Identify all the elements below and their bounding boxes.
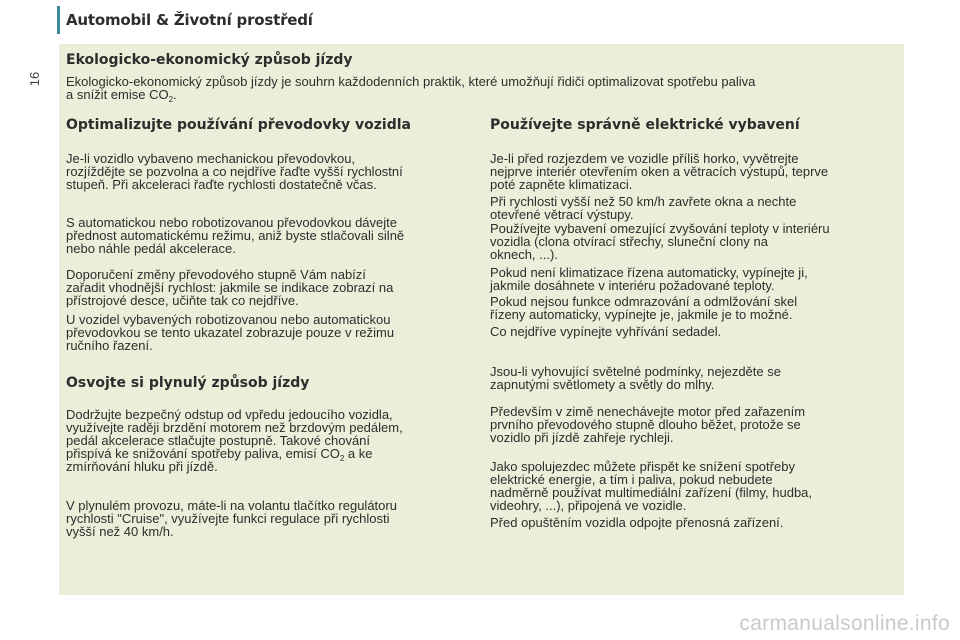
paragraph: Co nejdříve vypínejte vyhřívání sedadel. (490, 324, 722, 339)
intro-line2-end: . (173, 87, 177, 102)
gearbox-paragraph-3 (66, 268, 471, 307)
smooth-p1-subscript: 2 (339, 454, 345, 463)
paragraph: Je-li vozidlo vybaveno mechanickou převodovkou, rozjíždějte se pozvolna a co nejdříve řaďte vyšší rychlostní stupeň. Při akceleraci řaďte rychlosti dostatečně včas. (66, 151, 403, 192)
smooth-paragraph-1 (66, 408, 471, 473)
paragraph: Je-li před rozjezdem ve vozidle příliš horko, vyvětrejte nejprve interiér otevřením oken a větracích výstupů, teprve poté zapněte klimatizaci. (490, 151, 829, 192)
intro-subscript: 2 (168, 95, 174, 104)
gearbox-paragraph-4 (66, 313, 471, 352)
gearbox-paragraph-1 (66, 152, 471, 191)
section-title-gearbox: Optimalizujte používání převodovky vozidla (66, 117, 411, 133)
electrical-paragraph-7 (490, 365, 900, 391)
smooth-p1-end: a ke zmírňování hluku při jízdě. (66, 446, 373, 474)
paragraph: Před opuštěním vozidla odpojte přenosná zařízení. (490, 515, 784, 530)
paragraph: Jsou-li vyhovující světelné podmínky, nejezděte se zapnutými světlomety a světly do mlhy. (490, 364, 781, 392)
electrical-paragraph-1 (490, 152, 900, 191)
intro-line2: a snížit emise CO (66, 87, 169, 102)
paragraph: V plynulém provozu, máte-li na volantu tlačítko regulátoru rychlosti "Cruise", využívejte funkci regulace při rychlosti vyšší než 40 km/h. (66, 498, 397, 539)
electrical-paragraph-9 (490, 460, 900, 512)
section-title-smooth-driving: Osvojte si plynulý způsob jízdy (66, 375, 310, 391)
section-title-electrical: Používejte správně elektrické vybavení (490, 117, 800, 133)
intro-text (66, 74, 891, 104)
paragraph: Pokud nejsou funkce odmrazování a odmlžování skel řízeny automaticky, vypínejte je, jakmile je to možné. (490, 294, 798, 322)
paragraph: Při rychlosti vyšší než 50 km/h zavřete okna a nechte otevřené větrací výstupy. (490, 194, 797, 222)
content-panel (59, 44, 904, 595)
watermark-text: carmanualsonline.info (739, 612, 950, 635)
electrical-paragraph-2 (490, 195, 900, 221)
electrical-paragraph-10 (490, 516, 900, 529)
main-title: Ekologicko-ekonomický způsob jízdy (66, 52, 353, 68)
paragraph: Především v zimě nenechávejte motor před zařazením prvního převodového stupně dlouho běžet, protože se vozidlo při jízdě zahřeje rychleji. (490, 404, 806, 445)
page-number: 16 (27, 71, 42, 87)
paragraph: Jako spolujezdec můžete přispět ke snížení spotřeby elektrické energie, a tím i paliva, pokud nebudete nadměrně používat multimediální zařízení (filmy, hudba, videohry, ...), připojená ve vozidle. (490, 459, 813, 513)
electrical-paragraph-3 (490, 222, 900, 261)
electrical-paragraph-6 (490, 325, 900, 338)
header-accent-bar (57, 6, 60, 34)
paragraph (66, 408, 471, 473)
paragraph: S automatickou nebo robotizovanou převodovkou dávejte přednost automatickému režimu, aniž byste stlačovali silně nebo náhle pedál akcelerace. (66, 215, 405, 256)
smooth-p1-start: Dodržujte bezpečný odstup od vpředu jedoucího vozidla, využívejte raději brzdění motorem než brzdovým pedálem, pedál akcelerace stlačujte postupně. Takové chování přispívá ke snižování spotřeby paliva, emisí CO (66, 407, 403, 461)
header-title: Automobil & Životní prostředí (66, 11, 313, 29)
electrical-paragraph-8 (490, 405, 900, 444)
gearbox-paragraph-2 (66, 216, 471, 255)
electrical-paragraph-5 (490, 295, 900, 321)
paragraph: U vozidel vybavených robotizovanou nebo automatickou převodovkou se tento ukazatel zobrazuje pouze v režimu ručního řazení. (66, 312, 395, 353)
paragraph: Doporučení změny převodového stupně Vám nabízí zařadit vhodnější rychlost: jakmile se indikace zobrazí na přístrojové desce, učiňte tak co nejdříve. (66, 267, 394, 308)
paragraph: Používejte vybavení omezující zvyšování teploty v interiéru vozidla (clona otvírací střechy, sluneční clony na oknech, ...). (490, 221, 830, 262)
smooth-paragraph-2 (66, 499, 471, 538)
electrical-paragraph-4 (490, 266, 900, 292)
intro-line1: Ekologicko-ekonomický způsob jízdy je souhrn každodenních praktik, které umožňují řidiči optimalizovat spotřebu paliva (66, 74, 756, 89)
paragraph: Pokud není klimatizace řízena automaticky, vypínejte ji, jakmile dosáhnete v interiéru požadované teploty. (490, 265, 808, 293)
